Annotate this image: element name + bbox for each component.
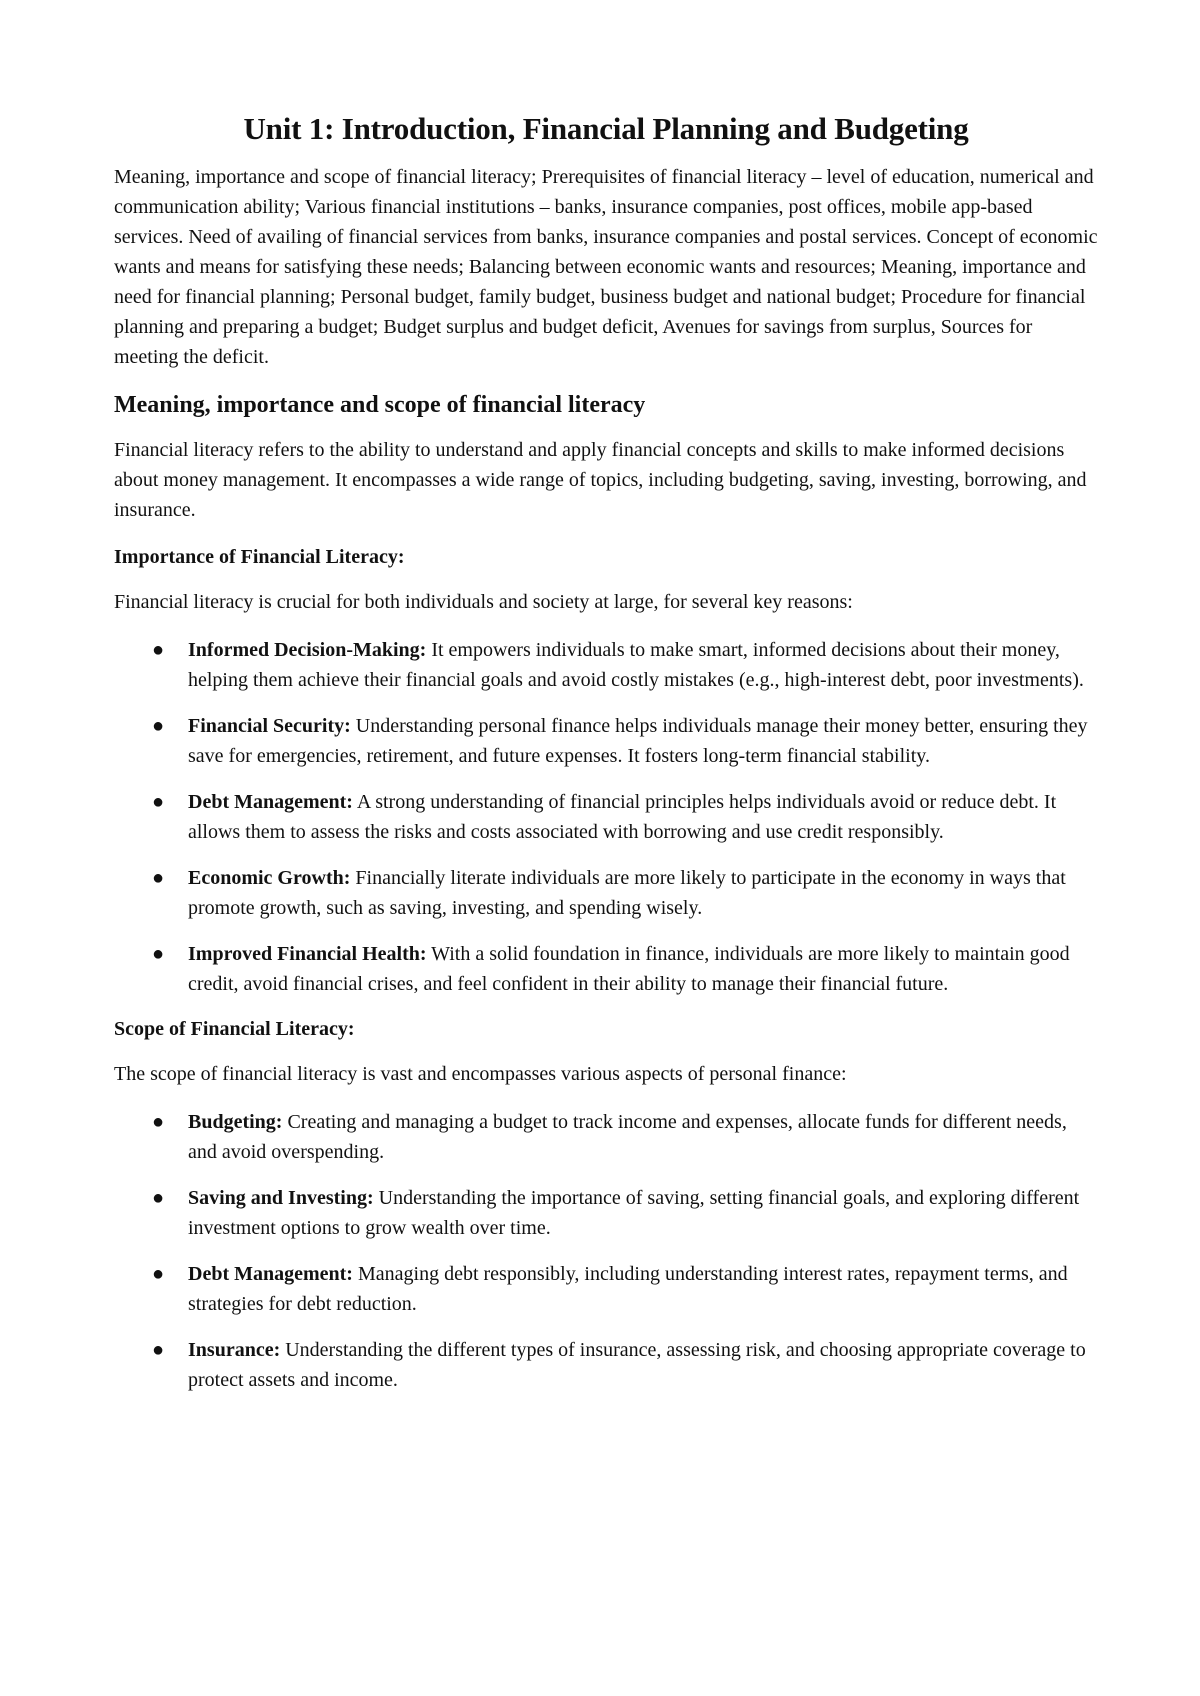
definition-paragraph: Financial literacy refers to the ability to understand and apply financial concepts and skills to make informed decisions about money management. It encompasses a wide range of topics, including budgeting, saving, investing, borrowing, and insurance. bbox=[114, 439, 1087, 522]
item-term: Debt Management: bbox=[188, 791, 353, 814]
bullet-icon: ● bbox=[152, 1187, 165, 1210]
bullet-icon: ● bbox=[152, 1339, 165, 1362]
importance-list-item bbox=[152, 787, 1098, 847]
bullet-icon: ● bbox=[152, 867, 165, 890]
item-term: Improved Financial Health: bbox=[188, 943, 427, 966]
item-term: Financial Security: bbox=[188, 715, 351, 738]
item-text: Managing debt responsibly, including understanding interest rates, repayment terms, and strategies for debt reduction. bbox=[188, 1263, 1068, 1316]
item-text: Financially literate individuals are more likely to participate in the economy in ways that promote growth, such as saving, investing, and spending wisely. bbox=[188, 867, 1066, 920]
scope-list-item bbox=[152, 1183, 1098, 1243]
importance-list-item bbox=[152, 711, 1098, 771]
section-heading-meaning: Meaning, importance and scope of financial literacy bbox=[114, 391, 646, 418]
scope-list-item bbox=[152, 1259, 1098, 1319]
item-text: Understanding the different types of insurance, assessing risk, and choosing appropriate coverage to protect assets and income. bbox=[188, 1339, 1086, 1392]
item-text: Understanding the importance of saving, setting financial goals, and exploring different investment options to grow wealth over time. bbox=[188, 1187, 1080, 1240]
item-term: Debt Management: bbox=[188, 1263, 353, 1286]
item-text: Creating and managing a budget to track income and expenses, allocate funds for different needs, and avoid overspending. bbox=[188, 1111, 1067, 1164]
scope-list-item bbox=[152, 1335, 1098, 1395]
item-term: Budgeting: bbox=[188, 1111, 283, 1134]
item-text: Understanding personal finance helps individuals manage their money better, ensuring they save for emergencies, retirement, and future expenses. It fosters long-term financial stability. bbox=[188, 715, 1088, 768]
item-term: Economic Growth: bbox=[188, 867, 351, 890]
bullet-icon: ● bbox=[152, 639, 165, 662]
importance-list bbox=[114, 635, 1098, 999]
importance-heading: Importance of Financial Literacy: bbox=[114, 546, 405, 569]
importance-intro: Financial literacy is crucial for both individuals and society at large, for several key reasons: bbox=[114, 591, 853, 614]
bullet-icon: ● bbox=[152, 1263, 165, 1286]
scope-heading: Scope of Financial Literacy: bbox=[114, 1018, 355, 1041]
item-term: Saving and Investing: bbox=[188, 1187, 374, 1210]
item-term: Insurance: bbox=[188, 1339, 281, 1362]
importance-list-item bbox=[152, 939, 1098, 999]
item-text: It empowers individuals to make smart, informed decisions about their money, helping them achieve their financial goals and avoid costly mistakes (e.g., high-interest debt, poor investments). bbox=[188, 639, 1084, 692]
scope-list bbox=[114, 1107, 1098, 1395]
unit-intro-paragraph: Meaning, importance and scope of financial literacy; Prerequisites of financial literacy – level of education, numerical and communication ability; Various financial institutions – banks, insurance companies, post offices, mobile app-based services. Need of availing of financial services from banks, insurance companies and postal services. Concept of economic wants and means for satisfying these needs; Balancing between economic wants and resources; Meaning, importance and need for financial planning; Personal budget, family budget, business budget and national budget; Procedure for financial planning and preparing a budget; Budget surplus and budget deficit, Avenues for savings from surplus, Sources for meeting the deficit. bbox=[114, 165, 1098, 368]
bullet-icon: ● bbox=[152, 715, 165, 738]
item-term: Informed Decision-Making: bbox=[188, 639, 427, 662]
bullet-icon: ● bbox=[152, 943, 165, 966]
item-text: With a solid foundation in finance, individuals are more likely to maintain good credit, avoid financial crises, and feel confident in their ability to manage their financial future. bbox=[188, 943, 1070, 996]
scope-list-item bbox=[152, 1107, 1098, 1167]
item-text: A strong understanding of financial principles helps individuals avoid or reduce debt. It allows them to assess the risks and costs associated with borrowing and use credit responsibly. bbox=[188, 791, 1057, 844]
importance-list-item bbox=[152, 863, 1098, 923]
bullet-icon: ● bbox=[152, 791, 165, 814]
bullet-icon: ● bbox=[152, 1111, 165, 1134]
page-title: Unit 1: Introduction, Financial Planning and Budgeting bbox=[243, 111, 969, 146]
scope-intro: The scope of financial literacy is vast and encompasses various aspects of personal finance: bbox=[114, 1063, 847, 1086]
importance-list-item bbox=[152, 635, 1098, 695]
